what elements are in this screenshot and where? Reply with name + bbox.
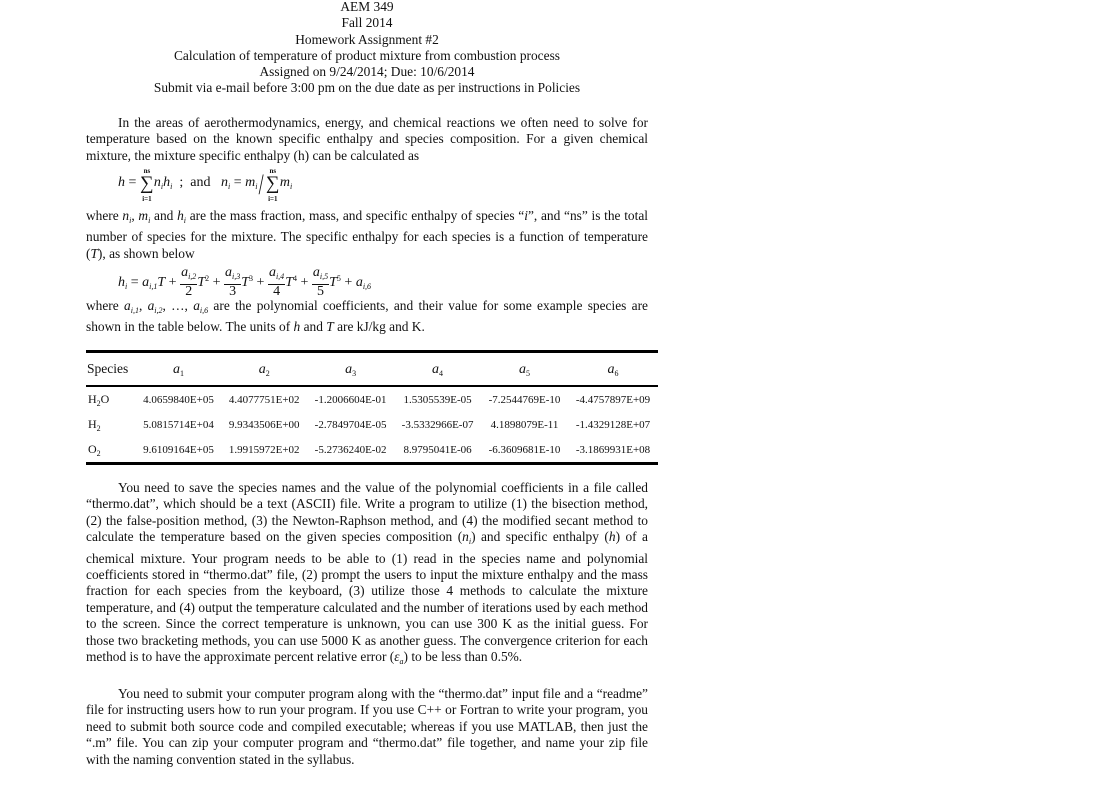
eq-fraction: $\frac{a_{i,5}}{5}$ (312, 265, 329, 299)
text: You need to save the species names and the value of the polynomial coefficients in a file called “thermo.dat”, which should be a text (ASCII) file. Write a program to utilize (1) the bisection method, (2) the false-position method, (3) the Newton-Raphson method, and (4) the modified secant method to calculate the temperature based on the given species composition ( (86, 480, 648, 545)
coefficient-cell: 8.9795041E-06 (403, 443, 472, 456)
text: ) of a chemical mixture. Your program needs to be able to (1) read in the species name and polynomial coefficients stored in “thermo.dat” file, (2) prompt the users to input the mixture enthalpy and the mass fraction for each species from the keyboard, (3) utilize those 4 methods to calculate the mixture temperature, and (4) output the temperature calculated and the number of iterations used by each method to the screen. Since the correct temperature is unknown, you can use 300 K as the initial guess. For those two bracketing methods, you can use 5000 K as another guess. The convergence criterion for each method is to have the approximate percent relative error ( (86, 529, 648, 665)
var: T (326, 319, 334, 335)
coefficients-paragraph: where $a_{i,1}$, $a_{i,2}$, …, $a_{i,6}$ are the polynomial coefficients, and their value for some example species are shown in the table below. The units of h and T are kJ/kg and K. (86, 298, 649, 335)
coefficient-cell: 4.4077751E+02 (228, 393, 300, 406)
var: a (124, 298, 131, 313)
eq-symbol: h (163, 175, 171, 190)
submission-paragraph: You need to submit your computer program along with the “thermo.dat” input file and a “readme” file for instructing users how to run your program. If you use C++ or Fortran to write your program, you need to submit both source code and compiled executable; whereas if you use MATLAB, then just the “.m” file. You can zip your computer program and “thermo.dat” file together, and name your zip file with the naming convention stated in the syllabus. (86, 686, 648, 767)
eq-symbol: h (118, 175, 125, 190)
division-slash: / (259, 168, 265, 201)
var: h (177, 208, 184, 223)
text: are the mass fraction, mass, and specific enthalpy of species “ (186, 208, 525, 223)
text: ) and specific enthalpy ( (471, 529, 609, 545)
sum-upper: ns (269, 167, 277, 175)
var: n (462, 529, 469, 545)
var-sub: i (129, 216, 132, 225)
column-header-a2: $a_2$ (221, 352, 307, 387)
column-header-species: Species (86, 352, 136, 387)
intro-paragraph: In the areas of aerothermodynamics, energy, and chemical reactions we often need to solve for temperature based on the known specific enthalpy and species composition. For a given chemical mixture, the mixture specific enthalpy (h) can be calculated as (86, 115, 648, 163)
var: i (524, 208, 528, 223)
assignment-dates: Assigned on 9/24/2014; Due: 10/6/2014 (259, 64, 475, 80)
course-code: AEM 349 (340, 0, 394, 14)
eq-sub: i (170, 182, 173, 191)
eq-and: ; and (175, 175, 218, 190)
var: m (138, 208, 149, 223)
eq-symbol: n (220, 175, 228, 190)
text: ) to be less than 0.5%. (403, 649, 523, 665)
var: T (90, 245, 98, 261)
sum-symbol: ∑ ns i=1 (266, 167, 280, 203)
coefficient-cell: 9.6109164E+05 (143, 443, 214, 456)
table-row (86, 386, 658, 412)
coefficient-cell: 4.0659840E+05 (143, 393, 214, 406)
species-cell: $O_2$ (88, 441, 101, 458)
var: a (147, 298, 155, 313)
eq-fraction: $\frac{a_{i,4}}{4}$ (268, 265, 285, 299)
table-row (86, 412, 658, 437)
text: where (86, 298, 125, 313)
var: ε (394, 649, 400, 665)
coefficient-cell: 5.0815714E+04 (143, 418, 214, 431)
text: , (138, 298, 148, 313)
eq-sign: = (125, 175, 140, 190)
var: h (293, 319, 301, 335)
eq-sign: = (230, 175, 246, 190)
sum-symbol: ∑ ns i=1 (140, 167, 154, 203)
eq-symbol: n (153, 175, 161, 190)
coefficient-cell: 4.1898079E-11 (490, 418, 559, 431)
eq-fraction: $\frac{a_{i,3}}{3}$ (225, 265, 241, 299)
sum-upper: ns (143, 167, 151, 175)
definitions-paragraph (86, 208, 648, 262)
document-page (86, 0, 651, 767)
text: ”, and “ns” is the total number of species for the mixture. The specific enthalpy for each species is a function of temperature ( (86, 208, 649, 261)
coefficient-cell: -3.5332966E-07 (401, 418, 474, 431)
column-header-a4: $a_4$ (394, 352, 481, 387)
table-row (86, 437, 658, 464)
var-sub: i (183, 216, 187, 225)
text: and (300, 319, 327, 335)
coefficients-table (86, 350, 658, 465)
species-cell: $H_2O$ (88, 391, 110, 408)
document-header (86, 0, 648, 97)
coefficient-cell: -5.2736240E-02 (314, 443, 387, 456)
text: where (86, 208, 123, 223)
var: h (608, 529, 616, 545)
text: are kJ/kg and K. (333, 319, 425, 335)
coefficient-cell: -2.7849704E-05 (314, 418, 387, 431)
coefficient-cell: -6.3609681E-10 (488, 443, 561, 456)
coefficient-cell: -1.2006604E-01 (314, 393, 387, 406)
coefficient-cell: -7.2544769E-10 (488, 393, 561, 406)
submission-note: Submit via e-mail before 3:00 pm on the due date as per instructions in Policies (153, 80, 581, 96)
coefficient-cell: -1.4329128E+07 (575, 418, 651, 431)
text: and (150, 208, 178, 223)
var-sub: i (468, 537, 472, 547)
var-sub: i (148, 216, 151, 225)
program-requirements-paragraph (86, 480, 648, 670)
column-header-a6: $a_6$ (568, 352, 658, 387)
term: Fall 2014 (341, 15, 393, 31)
table-header-row (86, 352, 658, 387)
var: n (122, 208, 130, 223)
eq-sub: i (227, 182, 231, 191)
text: ), as shown below (97, 245, 195, 261)
eq-sub: i (160, 182, 164, 191)
species-enthalpy-polynomial: $h_i = a_{i,1}T$ + $\frac{a_{i,2}}{2}$ $T^2$ + $\frac{a_{i,3}}{3}$ $T^3$ + $\frac{a_{i,4}}{4}$ $T^4$ + $\frac{a_{i,5}}{5}$ $T^5 + a_{i,6}$ (118, 265, 372, 299)
text: are the polynomial coefficients, and their value for some example species are shown in the table below. The units of (86, 298, 649, 335)
var-sub: a (399, 657, 404, 667)
coefficient-cell: 1.9915972E+02 (228, 443, 300, 456)
coefficient-cell: -3.1869931E+08 (575, 443, 651, 456)
species-cell: $H_2$ (88, 416, 101, 433)
column-header-a1: $a_1$ (136, 352, 222, 387)
eq-sub: i (289, 182, 293, 191)
eq-symbol: h (118, 275, 125, 290)
coefficient-cell: 1.5305539E-05 (403, 393, 472, 406)
coefficient-cell: -4.4757897E+09 (575, 393, 651, 406)
table-body (86, 386, 658, 464)
column-header-a3: $a_3$ (307, 352, 394, 387)
eq-symbol: m (245, 175, 256, 190)
sum-lower: i=1 (142, 195, 152, 203)
coefficient-cell: 9.9343506E+00 (228, 418, 300, 431)
assignment-number: Homework Assignment #2 (295, 31, 439, 47)
eq-symbol: m (279, 175, 290, 190)
assignment-title: Calculation of temperature of product mixture from combustion process (174, 47, 560, 63)
sum-lower: i=1 (268, 195, 278, 203)
var: a (193, 298, 200, 313)
eq-symbol: a (142, 275, 150, 290)
text: , …, (162, 298, 194, 313)
eq-sub: i (255, 182, 258, 191)
text: , (131, 208, 139, 223)
eq-fraction: $\frac{a_{i,2}}{2}$ (181, 265, 197, 299)
column-header-a5: $a_5$ (481, 352, 568, 387)
mixture-enthalpy-equation (118, 168, 292, 202)
